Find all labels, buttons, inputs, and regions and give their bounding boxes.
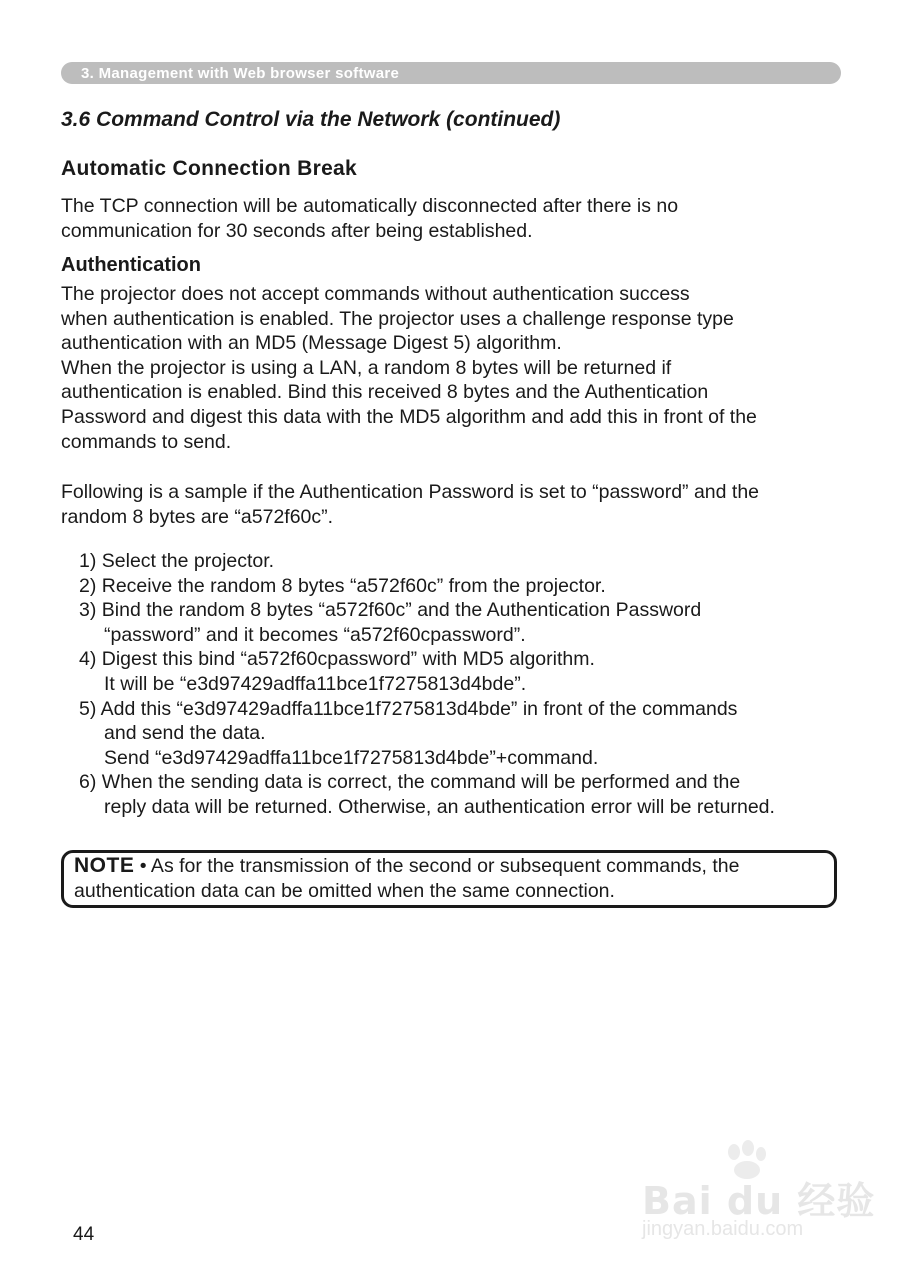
note-label: NOTE [74, 854, 135, 877]
sample-paragraph [61, 480, 851, 529]
step-line: “password” and it becomes “a572f60cpassword”. [104, 623, 526, 646]
step-line: 3) Bind the random 8 bytes “a572f60c” and the Authentication Password [79, 599, 702, 622]
auto-break-paragraph [61, 194, 851, 243]
note-text-line-1: • As for the transmission of the second or subsequent commands, the [139, 855, 740, 877]
paragraph-line: commands to send. [61, 430, 232, 453]
step-line: Send “e3d97429adffa11bce1f7275813d4bde”+command. [104, 746, 599, 769]
paragraph-line: random 8 bytes are “a572f60c”. [61, 505, 334, 528]
steps-list [79, 549, 859, 820]
note-text-line-2: authentication data can be omitted when the same connection. [74, 879, 615, 902]
auto-break-heading: Automatic Connection Break [61, 157, 358, 180]
section-title: 3.6 Command Control via the Network (continued) [61, 108, 561, 131]
note-content [74, 854, 740, 903]
step-item [79, 598, 859, 647]
paragraph-line: authentication with an MD5 (Message Digest 5) algorithm. [61, 332, 562, 355]
authentication-paragraph [61, 282, 851, 454]
step-item [79, 697, 859, 771]
section-header-bar [61, 62, 841, 84]
paragraph-line: when authentication is enabled. The projector uses a challenge response type [61, 307, 734, 330]
paragraph-line: Password and digest this data with the MD5 algorithm and add this in front of the [61, 405, 757, 428]
step-item [79, 647, 859, 696]
paragraph-line: When the projector is using a LAN, a random 8 bytes will be returned if [61, 356, 672, 379]
step-item [79, 770, 859, 819]
step-line: 6) When the sending data is correct, the command will be performed and the [79, 771, 741, 794]
step-item [79, 549, 859, 574]
paragraph-line: The TCP connection will be automatically disconnected after there is no [61, 195, 679, 217]
watermark-url: jingyan.baidu.com [642, 1218, 804, 1240]
paragraph-line: Following is a sample if the Authentication Password is set to “password” and the [61, 481, 760, 503]
paragraph-line: communication for 30 seconds after being established. [61, 219, 533, 242]
step-line: It will be “e3d97429adffa11bce1f7275813d4bde”. [104, 672, 527, 695]
baidu-watermark [636, 1140, 876, 1250]
page-number: 44 [73, 1224, 95, 1245]
step-line: 2) Receive the random 8 bytes “a572f60c” from the projector. [79, 574, 606, 597]
step-line: 1) Select the projector. [79, 550, 275, 572]
note-box [61, 850, 837, 908]
paragraph-line: authentication is enabled. Bind this received 8 bytes and the Authentication [61, 381, 709, 404]
section-header-text: 3. Management with Web browser software [81, 65, 400, 82]
paragraph-line: The projector does not accept commands without authentication success [61, 283, 690, 305]
step-item [79, 574, 859, 599]
watermark-brand: Bai du 经验 [642, 1179, 876, 1223]
step-line: and send the data. [104, 722, 266, 745]
step-line: 5) Add this “e3d97429adffa11bce1f7275813d4bde” in front of the commands [79, 697, 738, 720]
authentication-heading: Authentication [61, 254, 201, 276]
step-line: 4) Digest this bind “a572f60cpassword” with MD5 algorithm. [79, 648, 595, 671]
step-line: reply data will be returned. Otherwise, an authentication error will be returned. [104, 795, 775, 818]
